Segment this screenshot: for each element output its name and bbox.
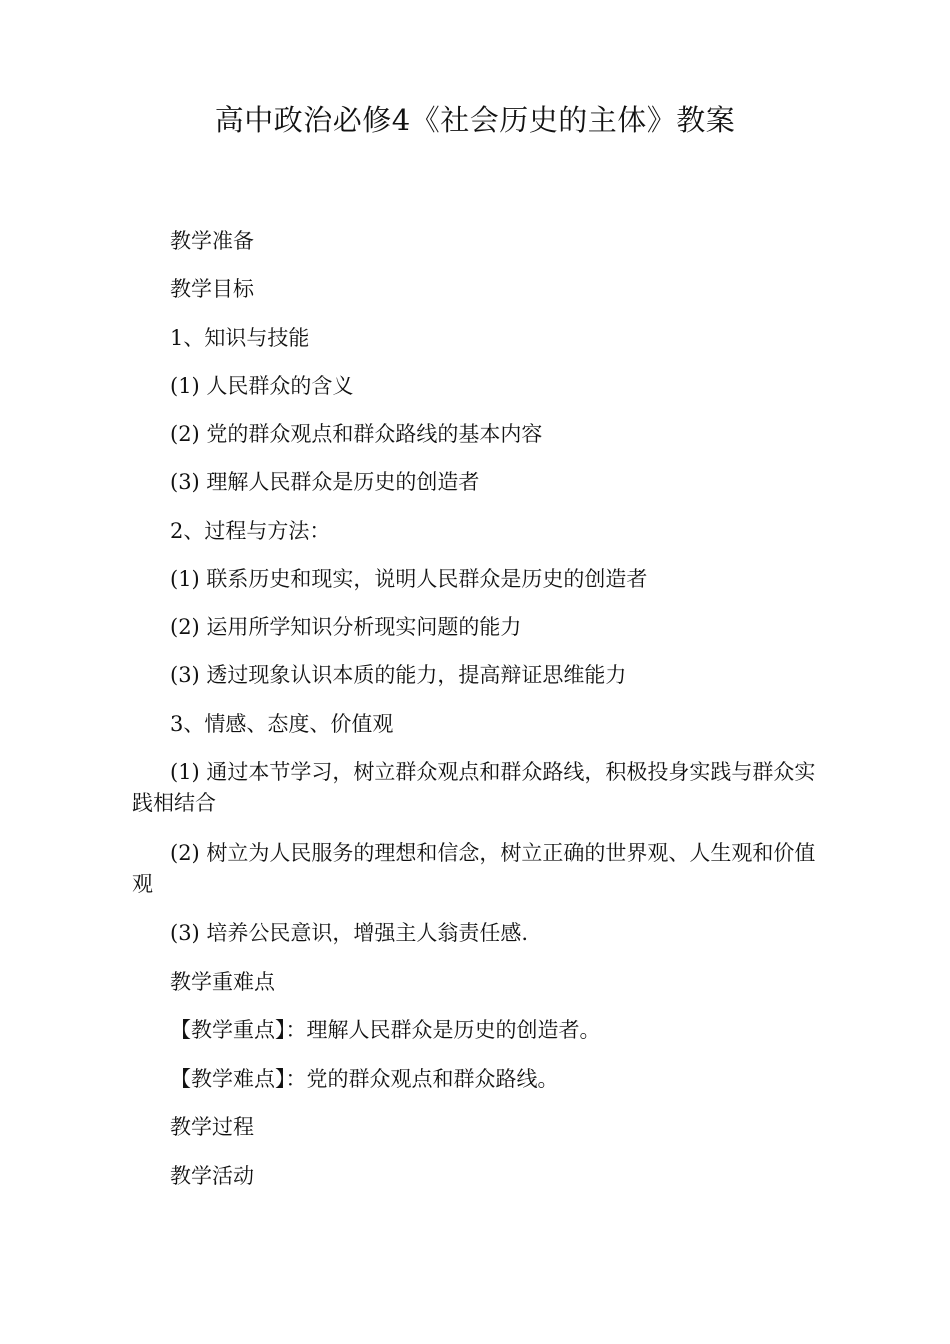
paragraph-key-point: 【教学重点】：理解人民群众是历史的创造者。 [170,1018,601,1042]
document-title: 高中政治必修4《社会历史的主体》教案 [214,103,736,137]
paragraph-item: (3) 培养公民意识，增强主人翁责任感. [170,921,529,945]
paragraph-emotion-values: 3、情感、态度、价值观 [170,712,394,736]
paragraph-item: (3) 理解人民群众是历史的创造者 [170,470,480,494]
paragraph-teaching-process: 教学过程 [170,1115,254,1139]
paragraph-key-difficulties: 教学重难点 [170,970,275,994]
paragraph-item: (2) 树立为人民服务的理想和信念，树立正确的世界观、人生观和价值观 [132,841,816,896]
paragraph-item: (2) 运用所学知识分析现实问题的能力 [170,615,522,639]
paragraph-item: (1) 人民群众的含义 [170,374,354,398]
paragraph-item: (2) 党的群众观点和群众路线的基本内容 [170,422,543,446]
paragraph-item: (3) 透过现象认识本质的能力，提高辩证思维能力 [170,663,627,687]
paragraph-process-methods: 2、过程与方法： [170,519,331,543]
paragraph-difficult-point: 【教学难点】：党的群众观点和群众路线。 [170,1067,559,1091]
paragraph-item: (1) 联系历史和现实，说明人民群众是历史的创造者 [170,567,648,591]
paragraph-teaching-goals: 教学目标 [170,277,254,301]
paragraph-teaching-activities: 教学活动 [170,1164,254,1188]
paragraph-knowledge-skills: 1、知识与技能 [170,326,310,350]
paragraph-teaching-preparation: 教学准备 [170,229,254,253]
paragraph-item: (1) 通过本节学习，树立群众观点和群众路线，积极投身实践与群众实践相结合 [132,760,816,815]
